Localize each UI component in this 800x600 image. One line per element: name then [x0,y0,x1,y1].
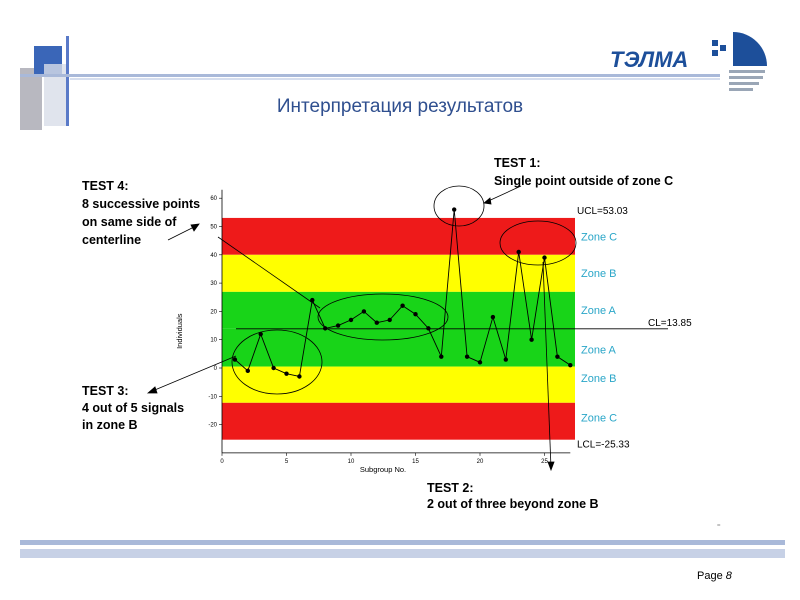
test4-line3: on same side of [82,215,177,229]
test3-line2: 4 out of 5 signals [82,401,185,415]
data-point [465,354,469,358]
zone-band-4 [222,367,575,403]
footer-rule-light [20,549,785,558]
test4-arrowhead [191,224,199,231]
test4-label [82,179,204,247]
footer-rule [20,540,785,545]
page-title: Интерпретация результатов [276,96,524,117]
test4-line4: centerline [82,233,142,247]
data-point [542,255,546,259]
test1-label [494,156,673,188]
zone-label-1: Zone B [581,268,617,281]
test1-line2: Single point outside of zone C [494,174,674,188]
y-tick-label: 30 [210,281,217,288]
data-point [426,326,430,330]
zone-label-2: Zone A [581,304,616,317]
cl-label: CL=13.85 [648,317,692,329]
data-point [517,250,521,254]
zone-label-0: Zone C [581,231,618,244]
zone-band-3 [222,329,575,367]
y-tick-label: 10 [210,337,217,344]
test4-line1: TEST 4: [82,179,129,193]
page-number-value: 8 [725,570,732,582]
test2-arrowhead [548,462,554,470]
y-tick-label: 40 [210,252,217,259]
test3-label [82,384,188,432]
y-tick-label: 50 [210,224,217,231]
x-tick-label: 5 [284,458,289,465]
y-tick-label: -20 [208,422,217,429]
x-tick-label: 20 [476,458,484,465]
zone-label-3: Zone A [581,344,616,357]
ucl-label: UCL=53.03 [577,205,628,217]
data-point [297,374,301,378]
footer-decoration [0,540,800,570]
zone-label-5: Zone C [581,412,618,425]
x-tick-label: 25 [541,458,548,465]
y-tick-label: -10 [208,394,217,401]
data-point [478,360,482,364]
y-tick-label: 60 [210,196,217,203]
data-point [504,357,508,361]
zone-label-4: Zone B [581,372,617,385]
x-tick-label: 0 [220,458,224,465]
data-point [336,323,340,327]
data-point [271,366,275,370]
test3-arrowhead [148,387,157,393]
y-tick-label: 0 [213,366,217,372]
page-number [697,570,732,582]
test2-line1: TEST 2: [427,481,474,495]
data-point [400,304,404,308]
test3-line3: in zone B [82,418,138,432]
data-point [349,318,353,322]
data-point [375,321,379,325]
test1-line1: TEST 1: [494,156,541,170]
x-tick-label: 10 [347,458,355,465]
data-point [568,363,572,367]
data-point [555,354,559,358]
data-point [233,357,237,361]
zone-band-0 [222,218,575,255]
page-prefix: Page [697,570,723,582]
data-point [246,369,250,373]
zone-band-5 [222,403,575,440]
test1-arrowhead [484,198,491,204]
data-point [362,309,366,313]
data-point [452,207,456,211]
small-mark: = [717,523,721,529]
y-axis-label: Individuals [175,313,184,349]
test3-line1: TEST 3: [82,384,129,398]
data-point [413,312,417,316]
test2-line2: 2 out of three beyond zone B [427,497,599,511]
data-point [388,318,392,322]
data-point [284,371,288,375]
data-point [491,315,495,319]
test2-label [427,481,599,511]
logo-text: ТЭЛМА [610,47,689,72]
test4-line2: 8 successive points [82,197,201,211]
lcl-label: LCL=-25.33 [577,439,630,451]
x-axis-label: Subgroup No. [359,465,407,474]
x-tick-label: 15 [412,458,419,465]
y-tick-label: 20 [210,309,217,316]
data-point [529,338,533,342]
data-point [439,354,443,358]
zone-labels [581,231,617,424]
